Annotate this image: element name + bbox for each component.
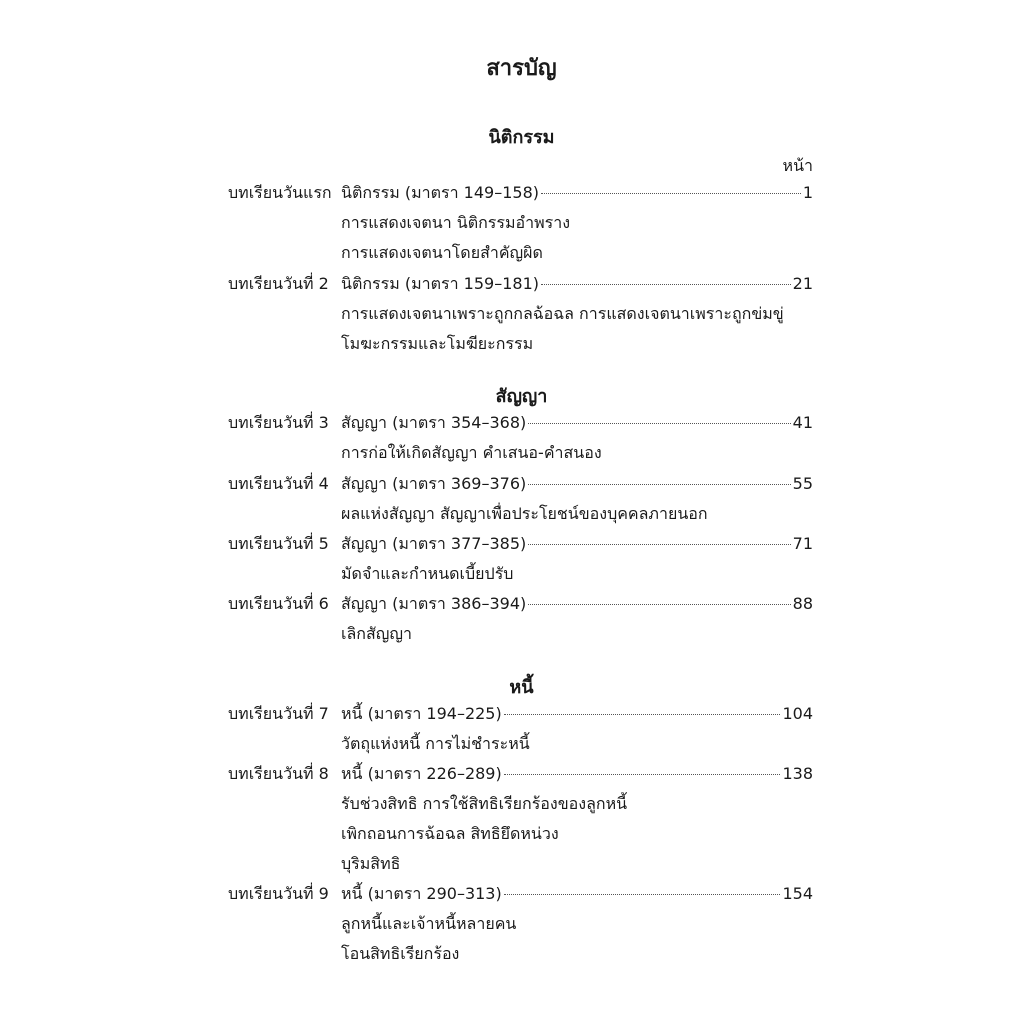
lesson-label: บทเรียนวันที่ 9 — [228, 884, 329, 903]
subtopic: การแสดงเจตนา นิติกรรมอำพราง — [341, 213, 571, 232]
toc-subentry — [0, 792, 1024, 816]
dot-leader — [528, 484, 790, 485]
page-number: 154 — [782, 884, 813, 903]
lesson-label: บทเรียนวันที่ 4 — [228, 474, 329, 493]
toc-subentry — [0, 942, 1024, 966]
dot-leader — [528, 544, 790, 545]
page-number: 138 — [782, 764, 813, 783]
lesson-label: บทเรียนวันที่ 8 — [228, 764, 329, 783]
dot-leader — [541, 193, 801, 194]
toc-entry — [0, 532, 1024, 556]
lesson-label: บทเรียนวันแรก — [228, 183, 332, 202]
subtopic: รับช่วงสิทธิ การใช้สิทธิเรียกร้องของลูกหนี้ — [341, 794, 628, 813]
subtopic: วัตถุแห่งหนี้ การไม่ชำระหนี้ — [341, 734, 530, 753]
toc-subentry — [0, 732, 1024, 756]
section-heading: สัญญา — [495, 386, 548, 407]
subtopic: โอนสิทธิเรียกร้อง — [341, 944, 460, 963]
dot-leader — [504, 894, 781, 895]
dot-leader — [528, 604, 790, 605]
subtopic: เพิกถอนการฉ้อฉล สิทธิยึดหน่วง — [341, 824, 559, 843]
toc-subentry — [0, 622, 1024, 646]
toc-subentry — [0, 912, 1024, 936]
toc-subentry — [0, 332, 1024, 356]
toc-entry — [0, 181, 1024, 205]
subtopic: โมฆะกรรมและโมฆียะกรรม — [341, 334, 534, 353]
page-number: 104 — [782, 704, 813, 723]
toc-entry — [0, 702, 1024, 726]
section-heading: หนี้ — [509, 677, 534, 698]
toc-entry — [0, 272, 1024, 296]
subtopic: เลิกสัญญา — [341, 624, 412, 643]
toc-subentry — [0, 852, 1024, 876]
toc-subentry — [0, 822, 1024, 846]
section-heading: นิติกรรม — [488, 127, 555, 148]
lesson-label: บทเรียนวันที่ 3 — [228, 413, 329, 432]
lesson-label: บทเรียนวันที่ 5 — [228, 534, 329, 553]
page-title: สารบัญ — [486, 56, 557, 81]
subtopic: การแสดงเจตนาเพราะถูกกลฉ้อฉล การแสดงเจตนาเพราะถูกข่มขู่ — [341, 304, 784, 323]
page-number: 41 — [792, 413, 813, 432]
dot-leader — [504, 714, 781, 715]
subtopic: บุริมสิทธิ — [341, 854, 401, 873]
entry-title: สัญญา (มาตรา 354–368) — [341, 413, 527, 432]
toc-subentry — [0, 241, 1024, 265]
page-number: 71 — [792, 534, 813, 553]
lesson-label: บทเรียนวันที่ 6 — [228, 594, 329, 613]
entry-title: สัญญา (มาตรา 369–376) — [341, 474, 527, 493]
subtopic: ผลแห่งสัญญา สัญญาเพื่อประโยชน์ของบุคคลภายนอก — [341, 504, 708, 523]
entry-title: นิติกรรม (มาตรา 159–181) — [341, 274, 539, 293]
page-column-label: หน้า — [782, 156, 813, 175]
dot-leader — [528, 423, 790, 424]
entry-title: นิติกรรม (มาตรา 149–158) — [341, 183, 539, 202]
dot-leader — [504, 774, 781, 775]
entry-title: หนี้ (มาตรา 290–313) — [341, 884, 502, 903]
toc-subentry — [0, 211, 1024, 235]
lesson-label: บทเรียนวันที่ 2 — [228, 274, 329, 293]
toc-subentry — [0, 441, 1024, 465]
subtopic: การก่อให้เกิดสัญญา คำเสนอ-คำสนอง — [341, 443, 602, 462]
toc-entry — [0, 592, 1024, 616]
toc-subentry — [0, 302, 1024, 326]
page-number: 88 — [792, 594, 813, 613]
toc-entry — [0, 882, 1024, 906]
toc-subentry — [0, 502, 1024, 526]
dot-leader — [541, 284, 791, 285]
entry-title: หนี้ (มาตรา 194–225) — [341, 704, 502, 723]
toc-entry — [0, 762, 1024, 786]
subtopic: มัดจำและกำหนดเบี้ยปรับ — [341, 564, 514, 583]
entry-title: สัญญา (มาตรา 386–394) — [341, 594, 527, 613]
lesson-label: บทเรียนวันที่ 7 — [228, 704, 329, 723]
entry-title: หนี้ (มาตรา 226–289) — [341, 764, 502, 783]
page-number: 21 — [792, 274, 813, 293]
toc-entry — [0, 411, 1024, 435]
page-number: 1 — [802, 183, 813, 202]
toc-subentry — [0, 562, 1024, 586]
entry-title: สัญญา (มาตรา 377–385) — [341, 534, 527, 553]
subtopic: การแสดงเจตนาโดยสำคัญผิด — [341, 243, 543, 262]
page-number: 55 — [792, 474, 813, 493]
toc-entry — [0, 472, 1024, 496]
subtopic: ลูกหนี้และเจ้าหนี้หลายคน — [341, 914, 517, 933]
